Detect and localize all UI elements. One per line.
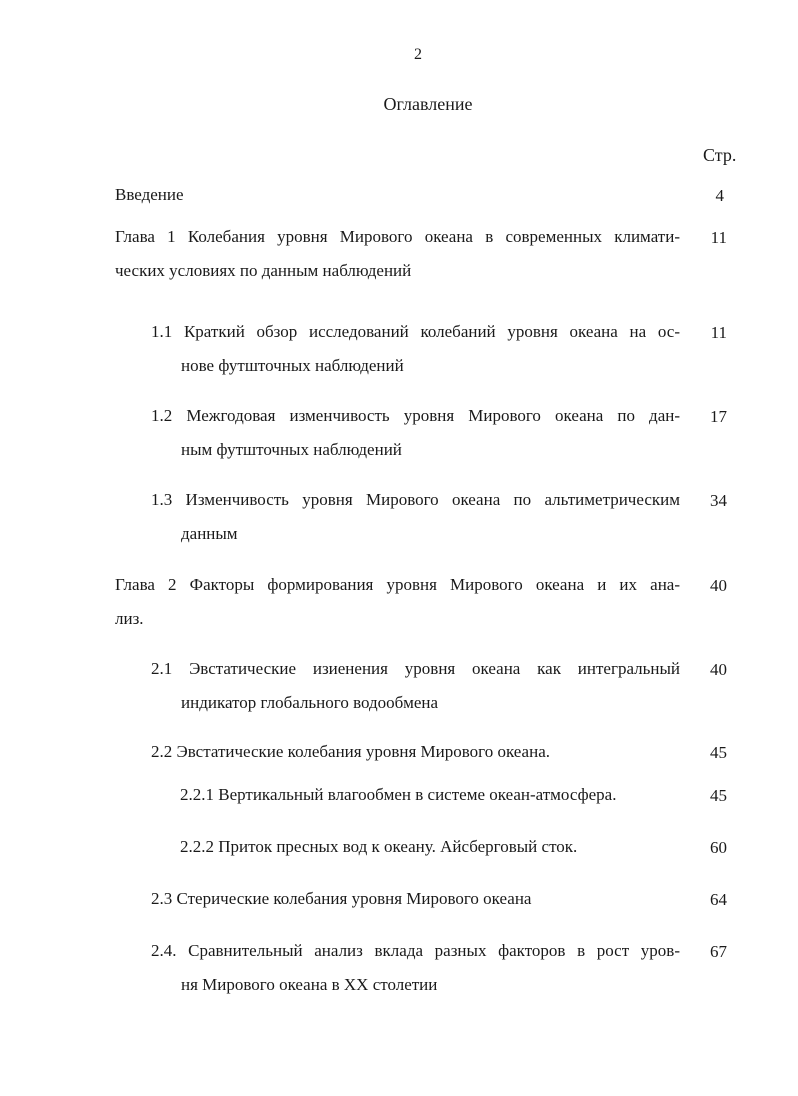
toc-entry-page: 34	[710, 491, 727, 510]
toc-entry-introduction[interactable]	[115, 178, 680, 212]
toc-entry-line: 2.4. Сравнительный анализ вклада разных факторов в рост уров-	[151, 941, 680, 960]
toc-entry-line: лиз.	[115, 609, 144, 628]
toc-entry-line: Глава 1 Колебания уровня Мирового океана в современных климати-	[115, 227, 680, 246]
toc-title: Оглавление	[383, 94, 473, 114]
toc-entry-section-2-1[interactable]	[151, 652, 680, 720]
toc-entry-page: 4	[715, 186, 724, 205]
toc-entry-section-2-2-1[interactable]	[180, 778, 680, 812]
toc-entry-page: 40	[710, 576, 727, 595]
toc-entry-line: ческих условиях по данным наблюдений	[115, 261, 412, 280]
toc-entry-line: индикатор глобального водообмена	[181, 693, 439, 712]
toc-entry-line: 2.2.1 Вертикальный влагообмен в системе океан-атмосфера.	[180, 785, 617, 804]
toc-entry-page: 45	[710, 786, 727, 805]
toc-entry-line: ня Мирового океана в XX столетии	[181, 975, 438, 994]
toc-entry-line: 1.1 Краткий обзор исследований колебаний уровня океана на ос-	[151, 322, 680, 341]
toc-entry-page: 17	[710, 407, 727, 426]
page-column-header: Стр.	[703, 145, 737, 165]
toc-entry-chapter-1[interactable]	[115, 220, 680, 288]
toc-entry-line: Введение	[115, 185, 184, 204]
toc-entry-page: 11	[710, 228, 727, 247]
toc-entry-page: 64	[710, 890, 727, 909]
toc-entry-page: 40	[710, 660, 727, 679]
toc-entry-section-1-3[interactable]	[151, 483, 680, 551]
toc-entry-section-1-1[interactable]	[151, 315, 680, 383]
toc-entry-line: Глава 2 Факторы формирования уровня Мирового океана и их ана-	[115, 575, 680, 594]
toc-entry-section-2-3[interactable]	[151, 882, 680, 916]
toc-entry-section-2-2-2[interactable]	[180, 830, 680, 864]
toc-entry-line: 2.1 Эвстатические изиенения уровня океана как интегральный	[151, 659, 680, 678]
toc-entry-page: 60	[710, 838, 727, 857]
toc-entry-line: 2.2 Эвстатические колебания уровня Мирового океана.	[151, 742, 550, 761]
toc-entry-section-1-2[interactable]	[151, 399, 680, 467]
toc-entry-line: нове футшточных наблюдений	[181, 356, 404, 375]
page-number: 2	[414, 46, 422, 63]
toc-entry-line: данным	[181, 524, 238, 543]
toc-entry-section-2-4[interactable]	[151, 934, 680, 1002]
toc-entry-page: 45	[710, 743, 727, 762]
toc-entry-line: 1.3 Изменчивость уровня Мирового океана по альтиметрическим	[151, 490, 680, 509]
toc-entry-line: ным футшточных наблюдений	[181, 440, 402, 459]
toc-entry-section-2-2[interactable]	[151, 735, 680, 769]
toc-entry-line: 1.2 Межгодовая изменчивость уровня Мирового океана по дан-	[151, 406, 680, 425]
toc-entry-chapter-2[interactable]	[115, 568, 680, 636]
toc-entry-line: 2.3 Стерические колебания уровня Мирового океана	[151, 889, 532, 908]
toc-entry-page: 11	[710, 323, 727, 342]
toc-entry-page: 67	[710, 942, 727, 961]
toc-entry-line: 2.2.2 Приток пресных вод к океану. Айсберговый сток.	[180, 837, 578, 856]
